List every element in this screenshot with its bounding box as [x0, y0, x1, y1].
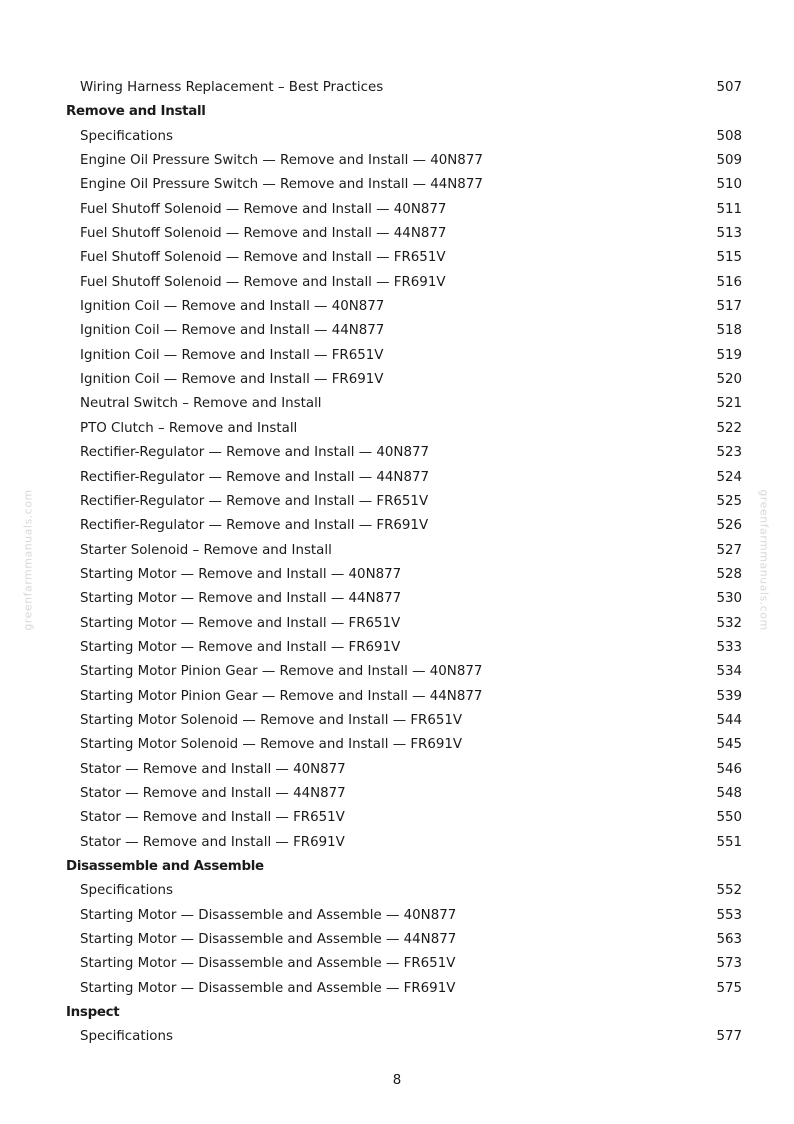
entry-page-number: 515 [716, 250, 742, 266]
toc-entry[interactable] [0, 831, 794, 855]
entry-title: Starting Motor — Disassemble and Assemble — FR691V [80, 980, 456, 996]
toc-entry[interactable] [0, 928, 794, 952]
toc-entry[interactable] [0, 636, 794, 660]
entry-page-number: 524 [716, 469, 742, 485]
entry-title: Wiring Harness Replacement – Best Practices [80, 80, 384, 95]
entry-page-number: 525 [716, 493, 742, 509]
toc-entry[interactable] [0, 660, 794, 684]
entry-page-number: 573 [716, 956, 742, 972]
entry-title: Starting Motor — Remove and Install — 44N877 [80, 591, 402, 607]
entry-page-number: 563 [716, 932, 742, 948]
toc-entry[interactable] [0, 879, 794, 903]
entry-page-number: 518 [716, 323, 742, 339]
toc-section-heading [0, 100, 794, 124]
entry-page-number: 527 [716, 542, 742, 558]
entry-page-number: 545 [716, 737, 742, 753]
entry-title: Specifications [80, 883, 173, 899]
entry-page-number: 511 [716, 201, 742, 217]
entry-title: Starting Motor Solenoid — Remove and Install — FR651V [80, 712, 463, 728]
entry-title: Starting Motor — Disassemble and Assemble — 44N877 [80, 932, 457, 948]
toc-entry[interactable] [0, 758, 794, 782]
section-title: Disassemble and Assemble [66, 859, 264, 874]
entry-title: Starting Motor Solenoid — Remove and Install — FR691V [80, 737, 463, 753]
table-of-contents [0, 76, 794, 1050]
entry-page-number: 548 [716, 785, 742, 801]
entry-title: Fuel Shutoff Solenoid — Remove and Install — 40N877 [80, 201, 447, 217]
toc-entry[interactable] [0, 125, 794, 149]
entry-page-number: 577 [716, 1029, 742, 1045]
entry-page-number: 521 [716, 396, 742, 412]
toc-entry[interactable] [0, 733, 794, 757]
entry-title: Neutral Switch – Remove and Install [80, 396, 322, 412]
toc-entry[interactable] [0, 76, 794, 100]
entry-page-number: 510 [716, 177, 742, 193]
toc-entry[interactable] [0, 1025, 794, 1049]
entry-page-number: 550 [716, 810, 742, 826]
entry-page-number: 528 [716, 566, 742, 582]
toc-entry[interactable] [0, 563, 794, 587]
toc-entry[interactable] [0, 441, 794, 465]
toc-section-heading [0, 1001, 794, 1025]
entry-title: Rectifier-Regulator — Remove and Install — FR691V [80, 518, 429, 534]
entry-title: Rectifier-Regulator — Remove and Install — FR651V [80, 493, 429, 509]
toc-entry[interactable] [0, 806, 794, 830]
toc-entry[interactable] [0, 466, 794, 490]
entry-title: Starting Motor — Remove and Install — 40N877 [80, 566, 402, 582]
page-number: 8 [392, 1073, 402, 1088]
entry-title: Fuel Shutoff Solenoid — Remove and Install — FR651V [80, 250, 446, 266]
section-title: Inspect [66, 1005, 120, 1021]
toc-entry[interactable] [0, 173, 794, 197]
section-title: Remove and Install [66, 104, 206, 120]
toc-entry[interactable] [0, 709, 794, 733]
entry-page-number: 530 [716, 591, 742, 607]
entry-title: Ignition Coil — Remove and Install — 40N877 [80, 299, 385, 315]
entry-page-number: 522 [716, 420, 742, 436]
entry-page-number: 516 [716, 274, 742, 290]
entry-title: Stator — Remove and Install — 40N877 [80, 761, 346, 777]
toc-entry[interactable] [0, 514, 794, 538]
toc-entry[interactable] [0, 149, 794, 173]
entry-page-number: 523 [716, 445, 742, 461]
entry-page-number: 544 [716, 712, 742, 728]
entry-page-number: 553 [716, 907, 742, 923]
entry-title: Starting Motor — Disassemble and Assemble — FR651V [80, 956, 456, 972]
toc-section-heading [0, 855, 794, 879]
entry-page-number: 575 [716, 980, 742, 996]
entry-page-number: 507 [716, 80, 742, 95]
toc-entry[interactable] [0, 685, 794, 709]
entry-page-number: 552 [716, 883, 742, 899]
entry-page-number: 551 [716, 834, 742, 850]
toc-entry[interactable] [0, 782, 794, 806]
entry-title: Ignition Coil — Remove and Install — 44N877 [80, 323, 385, 339]
entry-page-number: 509 [716, 153, 742, 169]
entry-page-number: 519 [716, 347, 742, 363]
entry-page-number: 532 [716, 615, 742, 631]
entry-title: Fuel Shutoff Solenoid — Remove and Install — FR691V [80, 274, 446, 290]
entry-title: Starting Motor Pinion Gear — Remove and Install — 44N877 [80, 688, 483, 704]
watermark-left: greenfarmmanuals.com [21, 489, 35, 631]
toc-entry[interactable] [0, 539, 794, 563]
entry-title: Fuel Shutoff Solenoid — Remove and Install — 44N877 [80, 226, 447, 242]
entry-title: PTO Clutch – Remove and Install [80, 420, 298, 436]
entry-title: Specifications [80, 1029, 173, 1045]
entry-page-number: 539 [716, 688, 742, 704]
toc-entry[interactable] [0, 198, 794, 222]
entry-title: Starting Motor — Remove and Install — FR651V [80, 615, 401, 631]
entry-page-number: 517 [716, 299, 742, 315]
entry-title: Stator — Remove and Install — 44N877 [80, 785, 346, 801]
toc-entry[interactable] [0, 222, 794, 246]
entry-title: Starting Motor — Disassemble and Assemble — 40N877 [80, 907, 457, 923]
entry-title: Stator — Remove and Install — FR691V [80, 834, 345, 850]
toc-entry[interactable] [0, 368, 794, 392]
toc-entry[interactable] [0, 904, 794, 928]
toc-entry[interactable] [0, 587, 794, 611]
entry-title: Rectifier-Regulator — Remove and Install — 44N877 [80, 469, 430, 485]
entry-title: Rectifier-Regulator — Remove and Install — 40N877 [80, 445, 430, 461]
toc-entry[interactable] [0, 344, 794, 368]
entry-page-number: 508 [716, 128, 742, 144]
entry-title: Stator — Remove and Install — FR651V [80, 810, 345, 826]
toc-entry[interactable] [0, 417, 794, 441]
toc-entry[interactable] [0, 977, 794, 1001]
entry-title: Starter Solenoid – Remove and Install [80, 542, 332, 558]
toc-entry[interactable] [0, 490, 794, 514]
toc-entry[interactable] [0, 295, 794, 319]
entry-page-number: 513 [716, 226, 742, 242]
entry-title: Ignition Coil — Remove and Install — FR651V [80, 347, 384, 363]
entry-title: Starting Motor — Remove and Install — FR691V [80, 639, 401, 655]
toc-entry[interactable] [0, 952, 794, 976]
toc-entry[interactable] [0, 319, 794, 343]
toc-entry[interactable] [0, 392, 794, 416]
entry-title: Engine Oil Pressure Switch — Remove and Install — 44N877 [80, 177, 483, 193]
toc-entry[interactable] [0, 612, 794, 636]
entry-page-number: 520 [716, 372, 742, 388]
entry-title: Starting Motor Pinion Gear — Remove and Install — 40N877 [80, 664, 483, 680]
entry-page-number: 534 [716, 664, 742, 680]
entry-title: Specifications [80, 128, 173, 144]
entry-page-number: 533 [716, 639, 742, 655]
entry-title: Engine Oil Pressure Switch — Remove and Install — 40N877 [80, 153, 483, 169]
entry-title: Ignition Coil — Remove and Install — FR691V [80, 372, 384, 388]
entry-page-number: 546 [716, 761, 742, 777]
toc-entry[interactable] [0, 271, 794, 295]
entry-page-number: 526 [716, 518, 742, 534]
watermark-right: greenfarmmanuals.com [757, 489, 771, 631]
toc-entry[interactable] [0, 246, 794, 270]
